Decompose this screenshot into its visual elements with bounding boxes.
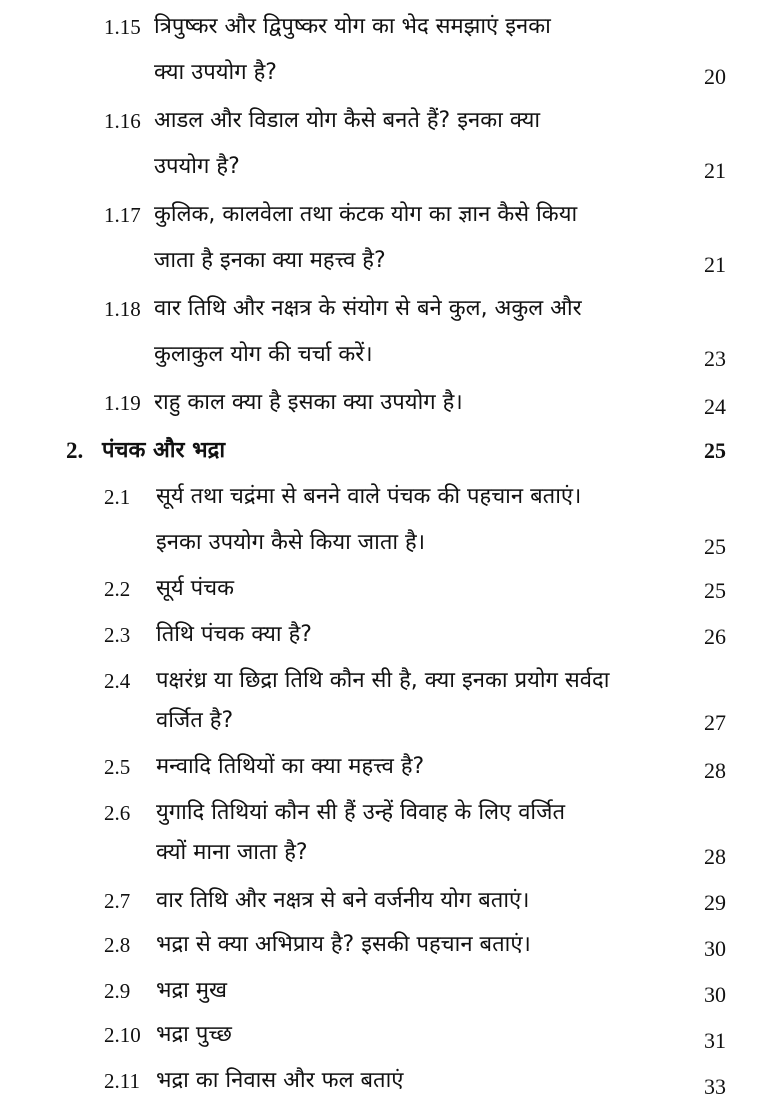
toc-entry-title-line-2: इनका उपयोग कैसे किया जाता है। — [156, 530, 426, 555]
toc-entry-number: 2.6 — [104, 801, 131, 825]
toc-entry-page: 23 — [704, 346, 726, 371]
toc-entry-page: 25 — [704, 534, 726, 559]
toc-entry-page: 28 — [704, 758, 726, 783]
toc-entry-title-line-1: भद्रा का निवास और फल बताएं — [156, 1068, 404, 1093]
toc-entry-title-line-2: क्यों माना जाता है? — [156, 840, 308, 865]
toc-entry-number: 2.11 — [104, 1069, 140, 1093]
toc-entry-title-line-1: युगादि तिथियां कौन सी हैं उन्हें विवाह के लिए वर्जित — [156, 800, 565, 825]
toc-entry-page: 21 — [704, 158, 726, 183]
toc-entry-page: 20 — [704, 64, 726, 89]
toc-entry-page: 27 — [704, 710, 726, 735]
toc-entry-title-line-1: भद्रा से क्या अभिप्राय है? इसकी पहचान बताएं। — [156, 932, 531, 957]
toc-entry-title-line-1: सूर्य तथा चद्रंमा से बनने वाले पंचक की पहचान बताएं। — [156, 484, 582, 509]
toc-entry-title-line-1: पक्षरंध्र या छिद्रा तिथि कौन सी है, क्या इनका प्रयोग सर्वदा — [156, 668, 610, 693]
toc-entry-number: 1.16 — [104, 109, 141, 133]
toc-entry-title-line-1: सूर्य पंचक — [156, 576, 234, 601]
toc-chapter-title: पंचक और भद्रा — [102, 438, 226, 463]
toc-entry-title-line-2: कुलाकुल योग की चर्चा करें। — [154, 342, 373, 367]
toc-entry-title-line-1: भद्रा मुख — [156, 978, 227, 1003]
toc-entry-page: 33 — [704, 1074, 726, 1099]
toc-entry-number: 1.19 — [104, 391, 141, 415]
toc-entry-page: 25 — [704, 578, 726, 603]
toc-entry-number: 2.3 — [104, 623, 131, 647]
toc-entry-title-line-1: त्रिपुष्कर और द्विपुष्कर योग का भेद समझाएं इनका — [154, 14, 551, 39]
toc-entry-page: 21 — [704, 252, 726, 277]
toc-entry-page: 31 — [704, 1028, 726, 1053]
toc-entry-title-line-1: मन्वादि तिथियों का क्या महत्त्व है? — [156, 754, 425, 779]
toc-entry-title-line-2: जाता है इनका क्या महत्त्व है? — [154, 248, 386, 273]
toc-entry-number: 2.2 — [104, 577, 131, 601]
toc-entry-page: 28 — [704, 844, 726, 869]
toc-entry-number: 1.15 — [104, 15, 141, 39]
toc-entry-page: 30 — [704, 982, 726, 1007]
toc-entry-number: 2.8 — [104, 933, 131, 957]
toc-entry-number: 2.9 — [104, 979, 131, 1003]
toc-entry-number: 2.5 — [104, 755, 131, 779]
toc-entry-number: 2.1 — [104, 485, 131, 509]
toc-chapter-page: 25 — [704, 438, 726, 463]
toc-entry-title-line-1: राहु काल क्या है इसका क्या उपयोग है। — [154, 390, 463, 415]
toc-entry-title-line-1: वार तिथि और नक्षत्र के संयोग से बने कुल, अकुल और — [154, 296, 582, 321]
toc-chapter-number: 2. — [66, 438, 84, 463]
toc-entry-number: 1.18 — [104, 297, 141, 321]
toc-entry-title-line-1: वार तिथि और नक्षत्र से बने वर्जनीय योग बताएं। — [156, 888, 530, 913]
toc-entry-title-line-2: वर्जित है? — [156, 708, 234, 733]
toc-entry-number: 2.10 — [104, 1023, 141, 1047]
toc-entry-page: 26 — [704, 624, 726, 649]
toc-entry-page: 29 — [704, 890, 726, 915]
toc-entry-page: 30 — [704, 936, 726, 961]
toc-entry-number: 2.7 — [104, 889, 131, 913]
toc-entry-title-line-1: आडल और विडाल योग कैसे बनते हैं? इनका क्या — [154, 108, 541, 133]
toc-entry-number: 2.4 — [104, 669, 131, 693]
toc-entry-title-line-1: तिथि पंचक क्या है? — [156, 622, 312, 647]
toc-entry-number: 1.17 — [104, 203, 141, 227]
toc-entry-title-line-2: क्या उपयोग है? — [154, 60, 277, 85]
toc-entry-title-line-2: उपयोग है? — [154, 154, 240, 179]
toc-entry-title-line-1: कुलिक, कालवेला तथा कंटक योग का ज्ञान कैसे किया — [154, 202, 578, 227]
toc-entry-page: 24 — [704, 394, 726, 419]
toc-entry-title-line-1: भद्रा पुच्छ — [156, 1022, 232, 1047]
